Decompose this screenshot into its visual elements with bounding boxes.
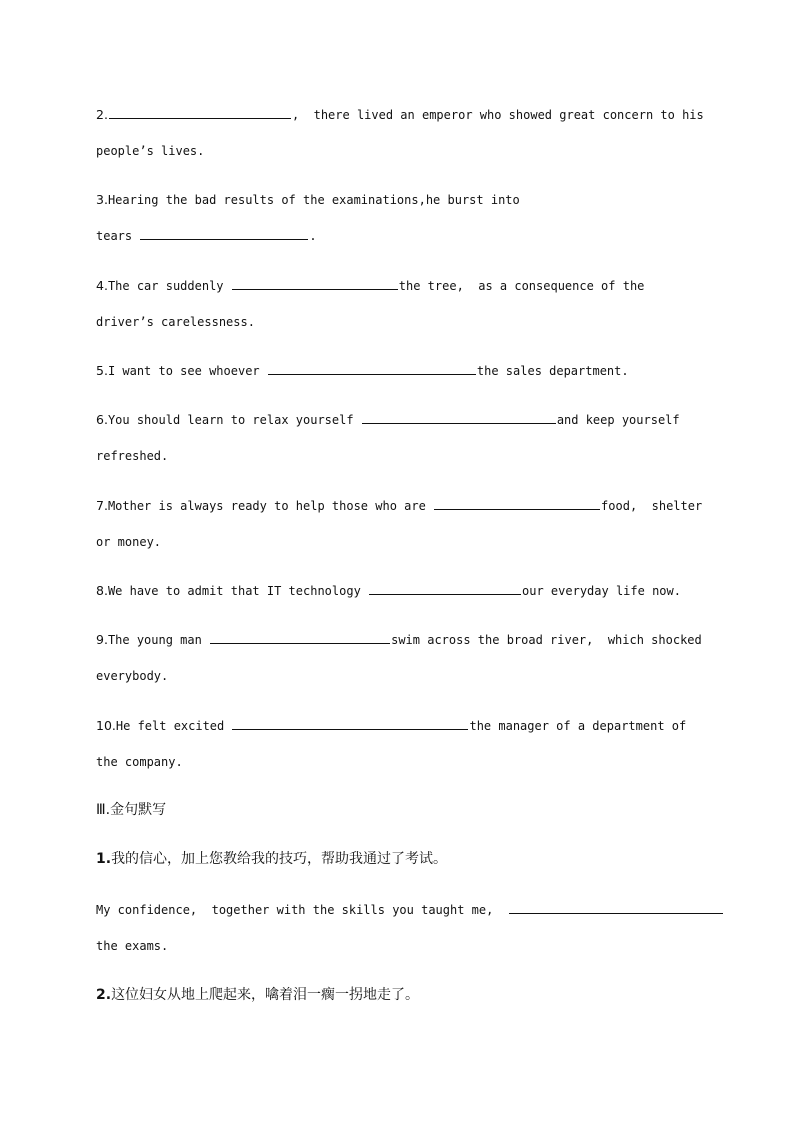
question-6 <box>96 412 680 428</box>
answer-blank[interactable] <box>232 718 468 730</box>
answer-blank[interactable] <box>268 363 476 375</box>
question-9 <box>96 632 702 648</box>
question-text: food, shelter <box>601 499 703 513</box>
sentence-1-english <box>96 902 724 918</box>
question-10-cont: the company. <box>96 755 183 769</box>
question-5 <box>96 363 629 379</box>
question-number: 5. <box>96 363 108 378</box>
question-3-cont <box>96 228 317 244</box>
chinese-text: 我的信心，加上您教给我的技巧，帮助我通过了考试。 <box>111 851 448 867</box>
sentence-number: 2. <box>96 987 112 1003</box>
question-number: 3. <box>96 192 108 207</box>
question-text: , there lived an emperor who showed great concern to his <box>291 108 704 122</box>
sentence-2-chinese <box>96 986 419 1004</box>
question-text: We have to admit that IT technology <box>107 584 369 598</box>
question-number: 4. <box>96 278 108 293</box>
question-10 <box>96 718 686 734</box>
question-9-cont: everybody. <box>96 669 169 683</box>
question-number: 8. <box>96 583 108 598</box>
question-text: He felt excited <box>115 719 232 733</box>
question-number: 7. <box>96 498 108 513</box>
question-3 <box>96 192 520 208</box>
answer-blank[interactable] <box>362 412 556 424</box>
question-text: I want to see whoever <box>107 364 267 378</box>
sentence-1-chinese <box>96 850 447 868</box>
answer-blank[interactable] <box>140 228 308 240</box>
question-8 <box>96 583 681 599</box>
question-text: tears <box>96 229 140 243</box>
sentence-1-english-cont: the exams. <box>96 939 169 953</box>
answer-blank[interactable] <box>210 632 390 644</box>
chinese-text: 这位妇女从地上爬起来，噙着泪一瘸一拐地走了。 <box>111 987 420 1003</box>
question-4-cont: driver’s carelessness. <box>96 315 255 329</box>
section-title: Ⅲ.金句默写 <box>96 802 167 818</box>
question-2-cont: people’s lives. <box>96 144 205 158</box>
question-text: Hearing the bad results of the examinations,he burst into <box>107 193 520 207</box>
question-text: The car suddenly <box>107 279 231 293</box>
question-text: The young man <box>107 633 210 647</box>
question-text: swim across the broad river, which shocked <box>391 633 702 647</box>
sentence-number: 1. <box>96 851 112 867</box>
question-7 <box>96 498 702 514</box>
question-6-cont: refreshed. <box>96 449 169 463</box>
question-number: 2. <box>96 107 108 122</box>
question-text: our everyday life now. <box>522 584 681 598</box>
answer-blank[interactable] <box>434 498 600 510</box>
question-text: . <box>309 229 317 243</box>
english-text: My confidence, together with the skills you taught me, <box>96 903 508 917</box>
question-2 <box>96 107 704 123</box>
question-text: the manager of a department of <box>469 719 687 733</box>
question-text: the tree, as a consequence of the <box>398 279 645 293</box>
answer-blank[interactable] <box>509 902 723 914</box>
answer-blank[interactable] <box>109 107 291 119</box>
question-text: You should learn to relax yourself <box>107 413 361 427</box>
question-number: 9. <box>96 632 108 647</box>
question-7-cont: or money. <box>96 535 162 549</box>
question-number: 10. <box>96 718 116 733</box>
question-4 <box>96 278 644 294</box>
question-number: 6. <box>96 412 108 427</box>
question-text: and keep yourself <box>556 413 680 427</box>
question-text: the sales department. <box>476 364 629 378</box>
answer-blank[interactable] <box>369 583 521 595</box>
question-text: Mother is always ready to help those who are <box>107 499 434 513</box>
answer-blank[interactable] <box>232 278 398 290</box>
